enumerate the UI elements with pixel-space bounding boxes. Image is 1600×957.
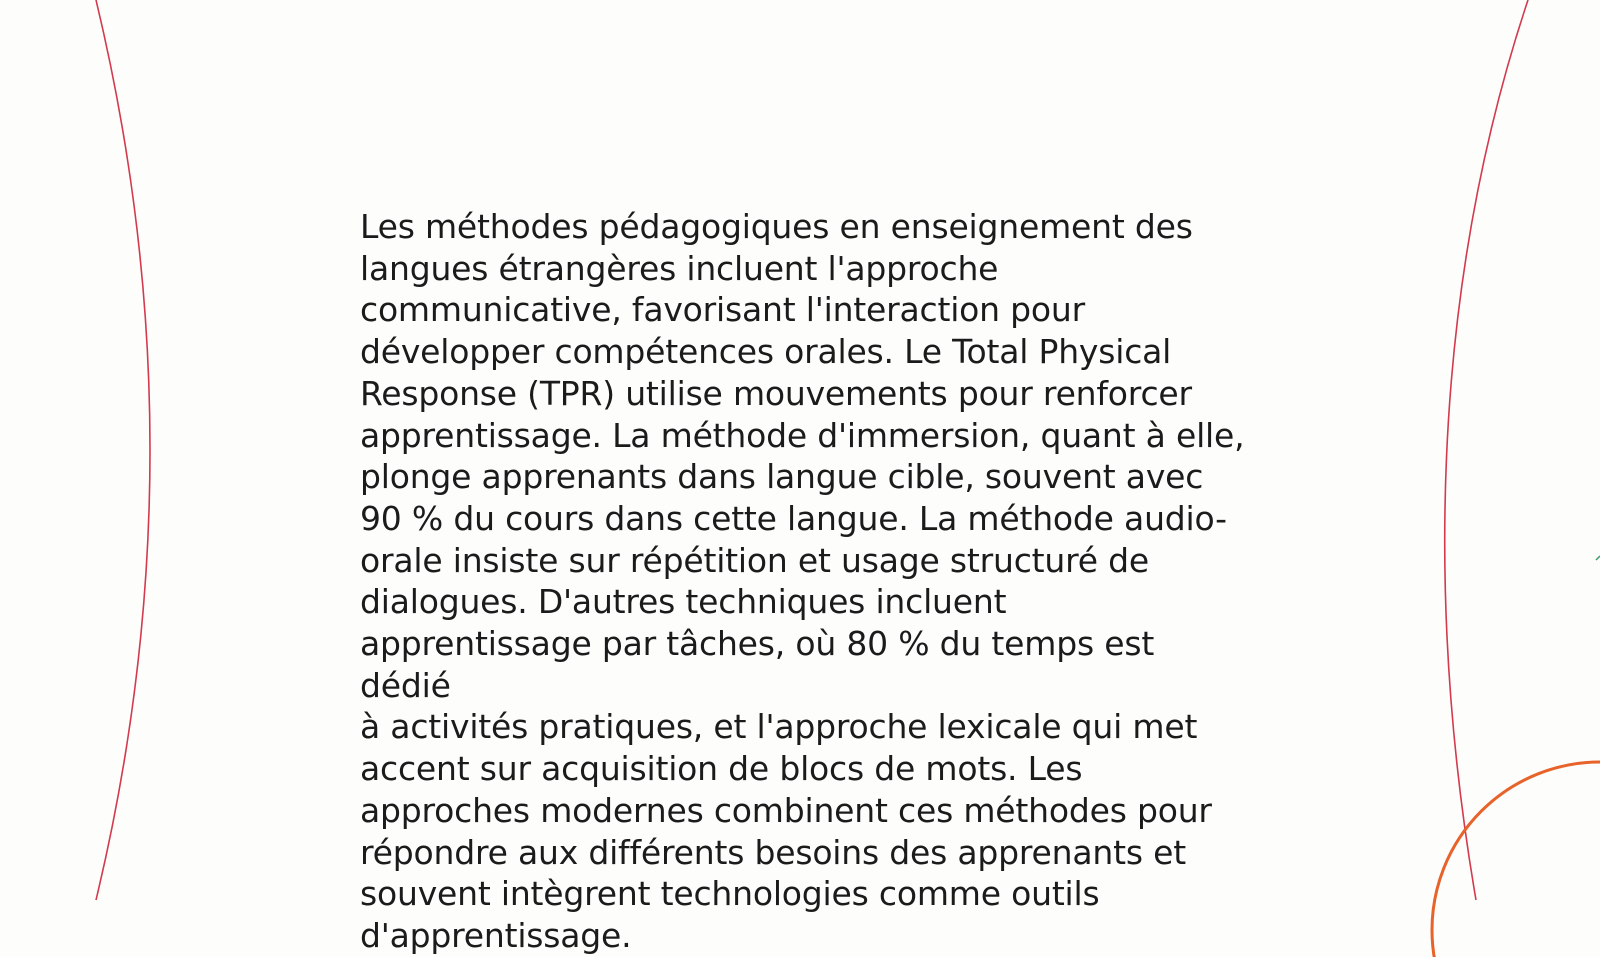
- left-arc-decoration: [96, 0, 150, 900]
- green-mark-decoration: [1596, 556, 1600, 560]
- right-arc-decoration: [1445, 0, 1528, 900]
- orange-circle-decoration: [1432, 762, 1600, 957]
- slide-body-text: Les méthodes pédagogiques en enseignement des langues étrangères incluent l'approche communicative, favorisant l'interaction pour développer compétences orales. Le Total Physical Response (TPR) utilise mouvements pour renforcer apprentissage. La méthode d'immersion, quant à elle, plonge apprenants dans langue cible, souvent avec 90 % du cours dans cette langue. La méthode audio- orale insiste sur répétition et usage structuré de dialogues. D'autres techniques incluent apprentissage par tâches, où 80 % du temps est dédié à activités pratiques, et l'approche lexicale qui met accent sur acquisition de blocs de mots. Les approches modernes combinent ces méthodes pour répondre aux différents besoins des apprenants et souvent intègrent technologies comme outils d'apprentissage.: [360, 207, 1245, 955]
